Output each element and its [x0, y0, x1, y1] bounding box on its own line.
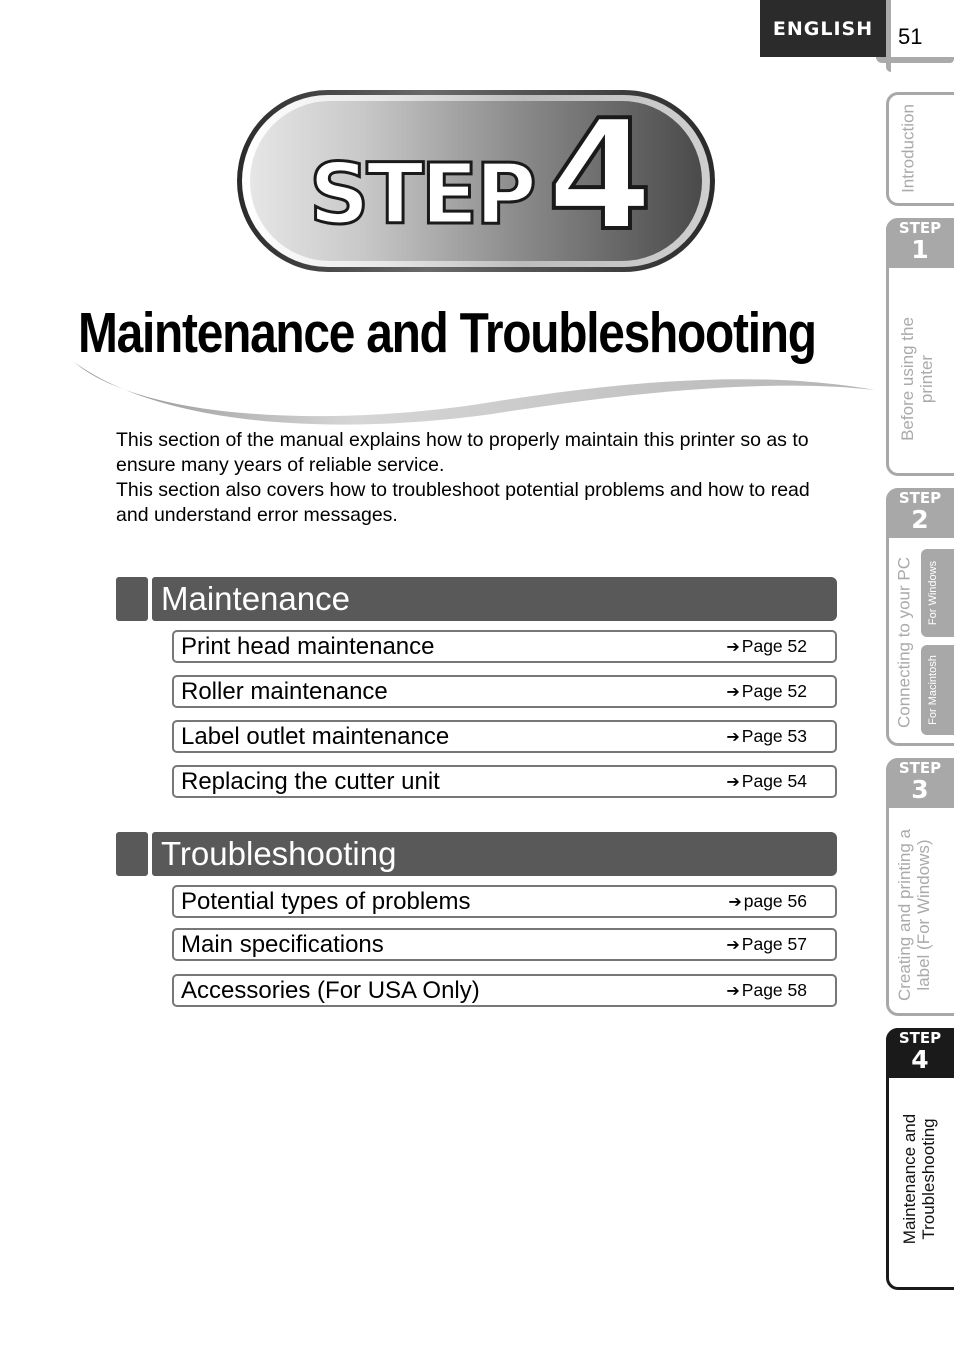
- section-heading-maintenance: Maintenance: [152, 577, 837, 621]
- section-heading-troubleshooting: Troubleshooting: [152, 832, 837, 876]
- arrow-right-icon: ➔: [728, 892, 742, 911]
- toc-entry-label: Print head maintenance: [181, 632, 435, 660]
- toc-entry-cutter-unit[interactable]: [172, 765, 837, 798]
- toc-entry-potential-problems[interactable]: [172, 885, 837, 918]
- side-tab-label: Before using the printer: [898, 317, 936, 441]
- side-tab-introduction[interactable]: [886, 92, 954, 206]
- page-number: 51: [898, 24, 923, 49]
- section-marker: [116, 832, 148, 876]
- toc-entry-label: Roller maintenance: [181, 677, 388, 705]
- toc-entry-page-ref: ➔ Page 52: [726, 681, 807, 701]
- arrow-right-icon: ➔: [726, 682, 740, 701]
- arrow-right-icon: ➔: [726, 637, 740, 656]
- arrow-right-icon: ➔: [726, 981, 740, 1000]
- page-title: Maintenance and Troubleshooting: [78, 301, 816, 365]
- side-tab-label: Maintenance and Troubleshooting: [900, 1113, 938, 1245]
- arrow-right-icon: ➔: [726, 772, 740, 791]
- toc-entry-page-ref: ➔ Page 54: [726, 771, 807, 791]
- intro-text: [116, 428, 846, 528]
- side-subtab-label: For Macintosh: [927, 655, 939, 725]
- toc-entry-label: Main specifications: [181, 930, 384, 958]
- toc-entry-print-head[interactable]: [172, 630, 837, 663]
- side-tab-label: Creating and printing a label (For Windows): [895, 829, 933, 1002]
- language-label: ENGLISH: [760, 0, 886, 57]
- intro-paragraph-1: This section of the manual explains how to properly maintain this printer so as to ensure many years of reliable service.: [116, 429, 809, 476]
- side-tab-step-badge: STEP 1: [886, 218, 954, 268]
- toc-entry-label: Label outlet maintenance: [181, 722, 450, 750]
- toc-entry-label: Potential types of problems: [181, 887, 471, 915]
- toc-entry-roller[interactable]: [172, 675, 837, 708]
- toc-entry-page-ref: ➔ Page 53: [726, 726, 807, 746]
- header-divider-horizontal: [876, 57, 954, 63]
- side-subtab-label: For Windows: [927, 560, 939, 626]
- toc-entry-page-ref: ➔ Page 58: [726, 980, 807, 1000]
- intro-paragraph-2: This section also covers how to troubleshoot potential problems and how to read and understand error messages.: [116, 479, 810, 526]
- side-tab-step-badge: STEP 3: [886, 758, 954, 808]
- toc-entry-page-ref: ➔ Page 52: [726, 636, 807, 656]
- side-tab-step-badge: STEP 4: [886, 1028, 954, 1078]
- side-tab-step-badge: STEP 2: [886, 488, 954, 538]
- toc-entry-accessories[interactable]: [172, 974, 837, 1007]
- step-badge-number: 4: [547, 87, 653, 264]
- side-tab-label: Connecting to your PC: [894, 556, 914, 729]
- toc-entry-main-specs[interactable]: [172, 928, 837, 961]
- toc-entry-page-ref: ➔ Page 57: [726, 934, 807, 954]
- side-tab-label: Introduction: [898, 104, 918, 193]
- toc-entry-label-outlet[interactable]: [172, 720, 837, 753]
- toc-entry-label: Accessories (For USA Only): [181, 976, 480, 1004]
- step-badge: [237, 87, 715, 272]
- arrow-right-icon: ➔: [726, 935, 740, 954]
- toc-entry-page-ref: ➔ page 56: [728, 891, 807, 911]
- step-badge-word: STEP: [309, 145, 534, 243]
- section-marker: [116, 577, 148, 621]
- arrow-right-icon: ➔: [726, 727, 740, 746]
- toc-entry-label: Replacing the cutter unit: [181, 767, 440, 795]
